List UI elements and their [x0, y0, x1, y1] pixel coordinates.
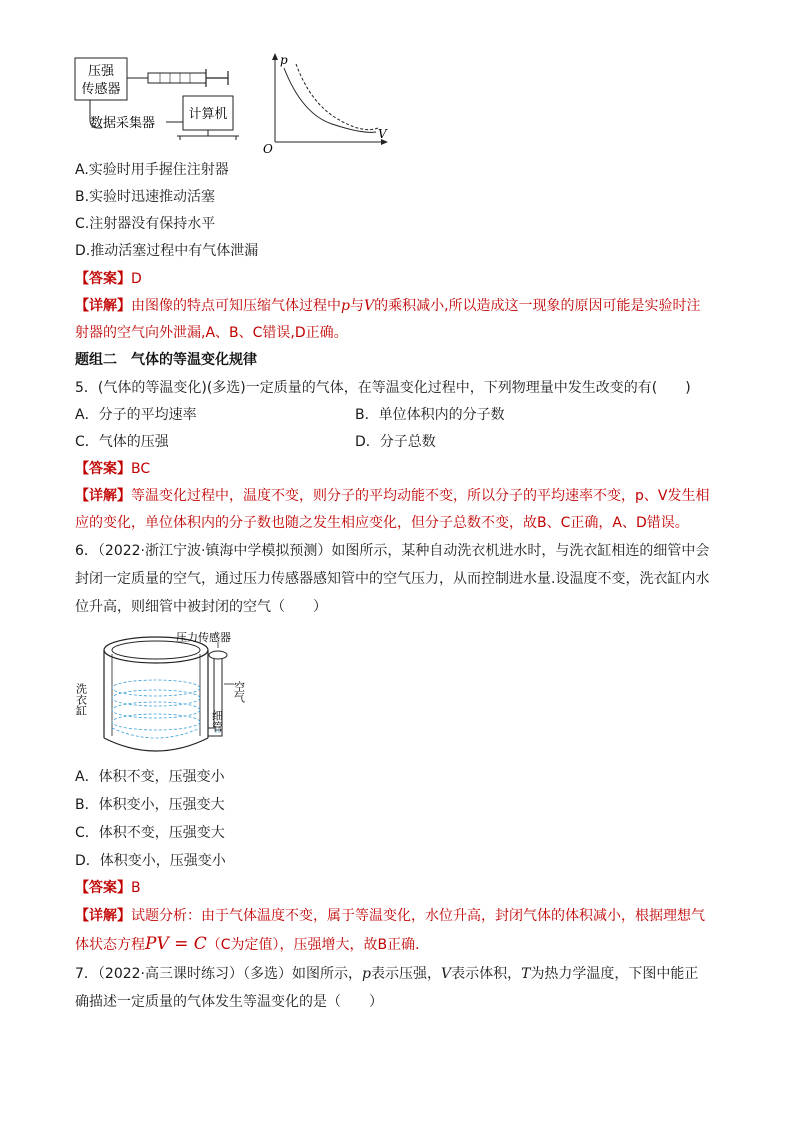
pv-curve-dashed — [296, 64, 378, 130]
q5-answer — [75, 459, 150, 479]
q4-answer — [75, 269, 142, 289]
detail-tag: 【详解】 — [75, 908, 131, 924]
equation-formula: PV = C — [145, 934, 207, 954]
symbol-v: V — [363, 298, 375, 314]
washing-machine-figure — [72, 628, 272, 766]
group-heading: 题组二 气体的等温变化规律 — [75, 352, 257, 368]
answer-value: B — [131, 880, 141, 896]
q5-option-b: B．单位体积内的分子数 — [355, 407, 505, 423]
detail-text: 等温变化过程中，温度不变，则分子的平均动能不变，所以分子的平均速率不变，p、V发生相 — [131, 488, 710, 504]
stem-text: 表示压强， — [370, 966, 441, 982]
q5-option-a: A．分子的平均速率 — [75, 407, 197, 423]
tube-label: 细管 — [210, 710, 224, 732]
stem-text: 为热力学温度，下图中能正 — [530, 966, 699, 982]
q5-detail-line2: 应的变化，单位体积内的分子数也随之发生相应变化，但分子总数不变，故B、C正确，A、D错误。 — [75, 515, 689, 531]
axis-p-label: p — [280, 53, 288, 67]
answer-tag: 【答案】 — [75, 271, 131, 287]
syringe-icon — [148, 73, 206, 83]
collector-label: 数据采集器 — [90, 116, 156, 131]
q6-detail-line2 — [75, 934, 429, 955]
detail-tag: 【详解】 — [75, 298, 131, 314]
q6-stem-line3: 位升高，则细管中被封闭的空气（ ） — [75, 599, 327, 615]
q6-option-b: B．体积变小，压强变大 — [75, 797, 225, 813]
symbol-p: p — [341, 298, 350, 314]
pv-curve-solid — [284, 68, 376, 132]
q4-option-b: B.实验时迅速推动活塞 — [75, 189, 216, 205]
q6-answer — [75, 878, 141, 898]
q6-stem-line1: 6．（2022·浙江宁波·镇海中学模拟预测）如图所示，某种自动洗衣机进水时，与洗衣缸相连的细管中会 — [75, 543, 710, 559]
q6-stem-line2: 封闭一定质量的空气，通过压力传感器感知管中的空气压力，从而控制进水量.设温度不变，洗衣缸内水 — [75, 571, 710, 587]
answer-tag: 【答案】 — [75, 461, 131, 477]
q4-option-a: A.实验时用手握住注射器 — [75, 162, 229, 178]
answer-value: D — [131, 271, 142, 287]
q6-option-d: D．体积变小，压强变小 — [75, 853, 226, 869]
pressure-sensor-icon — [209, 651, 227, 659]
sensor-label-line2: 传感器 — [81, 82, 121, 97]
origin-label: O — [263, 142, 273, 156]
q5-option-d: D．分子总数 — [355, 434, 436, 450]
symbol-t: T — [521, 966, 531, 982]
drum-label: 洗衣缸 — [74, 683, 88, 716]
computer-label: 计算机 — [188, 107, 228, 122]
stem-text: 表示体积， — [451, 966, 522, 982]
detail-text: 的乘积减小,所以造成这一现象的原因可能是实验时注 — [374, 298, 701, 314]
q6-option-c: C．体积不变，压强变大 — [75, 825, 225, 841]
q5-stem: 5．(气体的等温变化)(多选)一定质量的气体，在等温变化过程中，下列物理量中发生改变的有( ) — [75, 380, 691, 396]
answer-tag: 【答案】 — [75, 880, 131, 896]
q5-option-c: C．气体的压强 — [75, 434, 169, 450]
q5-options-row2 — [75, 432, 436, 452]
q5-detail-line1 — [75, 486, 709, 506]
symbol-p: p — [362, 966, 371, 982]
detail-text: 与 — [349, 298, 364, 314]
detail-text: 体状态方程 — [75, 937, 145, 953]
q5-options-row1 — [75, 405, 505, 425]
q7-stem-line2: 确描述一定质量的气体发生等温变化的是（ ） — [75, 994, 383, 1010]
detail-text: 由图像的特点可知压缩气体过程中 — [131, 298, 341, 314]
q6-detail-line1 — [75, 906, 705, 926]
q4-option-c: C.注射器没有保持水平 — [75, 216, 216, 232]
sensor-label-line1: 压强 — [87, 64, 115, 79]
axis-v-label: V — [378, 127, 387, 141]
q4-detail-line1 — [75, 296, 701, 316]
q4-detail-line2: 射器的空气向外泄漏,A、B、C错误,D正确。 — [75, 325, 348, 341]
symbol-v: V — [440, 966, 452, 982]
detail-text: （C为定值），压强增大，故B正确． — [206, 937, 430, 953]
stem-text: 7．（2022·高三课时练习）（多选）如图所示， — [75, 966, 362, 982]
air-label: 空气 — [232, 681, 246, 703]
answer-value: BC — [131, 461, 151, 477]
q6-option-a: A．体积不变，压强变小 — [75, 769, 225, 785]
detail-tag: 【详解】 — [75, 488, 131, 504]
q4-option-d: D.推动活塞过程中有气体泄漏 — [75, 243, 259, 259]
experiment-setup-figure — [70, 52, 400, 158]
q7-stem-line1 — [75, 964, 698, 984]
pressure-sensor-label: 压力传感器 — [176, 631, 231, 644]
detail-text: 试题分析：由于气体温度不变，属于等温变化，水位升高，封闭气体的体积减小，根据理想气 — [131, 908, 705, 924]
